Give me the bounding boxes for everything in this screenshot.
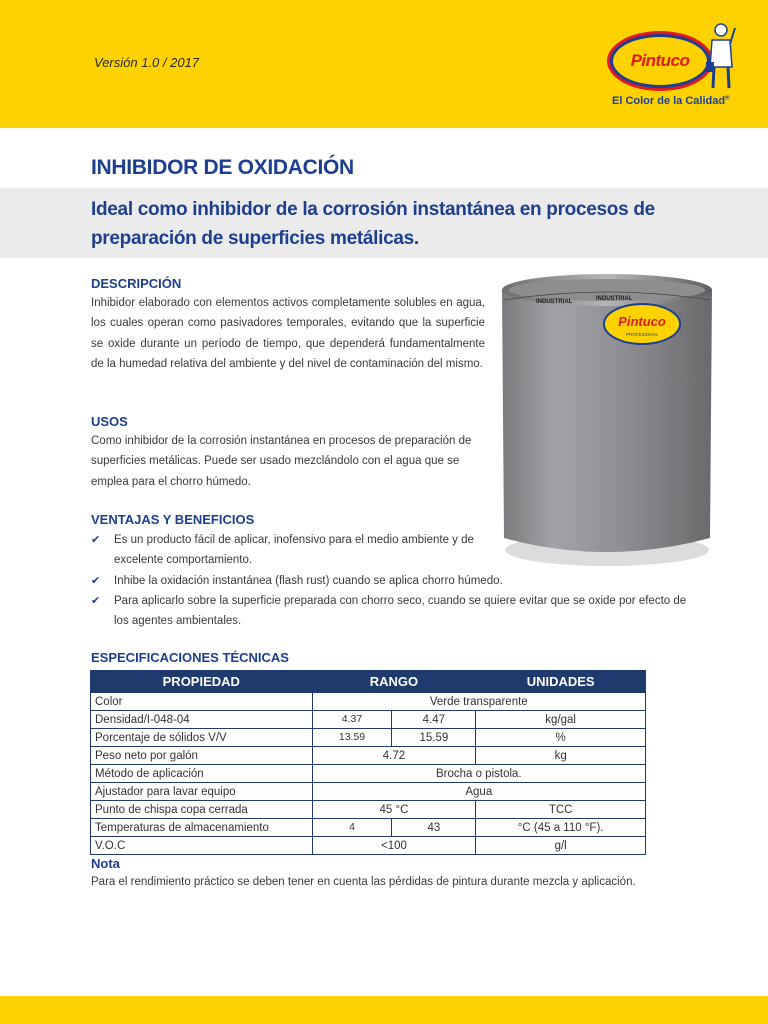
unit-cell: °C (45 a 110 °F). bbox=[476, 819, 646, 837]
unit-cell: TCC bbox=[476, 801, 646, 819]
footer-band bbox=[0, 996, 768, 1024]
min-cell: 13.59 bbox=[312, 729, 392, 747]
usos-text: Como inhibidor de la corrosión instantánea en procesos de preparación de superficies metálicas. Puede ser usado mezclándolo con el agua que se emplea para el chorro húmedo. bbox=[91, 435, 472, 488]
prop-cell: Porcentaje de sólidos V/V bbox=[91, 729, 313, 747]
prop-cell: Peso neto por galón bbox=[91, 747, 313, 765]
min-cell: 4 bbox=[312, 819, 392, 837]
table-row bbox=[91, 783, 646, 801]
check-icon: ✔ bbox=[91, 594, 101, 607]
prop-cell: Método de aplicación bbox=[91, 765, 313, 783]
prop-cell: Punto de chispa copa cerrada bbox=[91, 801, 313, 819]
table-header-row bbox=[91, 671, 646, 693]
unit-cell: kg bbox=[476, 747, 646, 765]
list-item: ✔ Para aplicarlo sobre la superficie preparada con chorro seco, cuando se quiere evitar que se oxide por efecto de los agentes ambientales. bbox=[91, 591, 691, 632]
tagline: El Color de la Calidad® bbox=[612, 95, 730, 107]
max-cell: 15.59 bbox=[392, 729, 476, 747]
nota-text: Para el rendimiento práctico se deben tener en cuenta las pérdidas de pintura durante mezcla y aplicación. bbox=[91, 876, 636, 888]
page-subtitle: Ideal como inhibidor de la corrosión instantánea en procesos de preparación de superficies metálicas. bbox=[91, 199, 655, 249]
table-row bbox=[91, 711, 646, 729]
range-cell: 4.72 bbox=[312, 747, 476, 765]
check-icon: ✔ bbox=[91, 534, 101, 546]
column-header: RANGO bbox=[312, 671, 476, 693]
table-row bbox=[91, 819, 646, 837]
range-cell: Agua bbox=[312, 783, 645, 801]
prop-cell: Temperaturas de almacenamiento bbox=[91, 819, 313, 837]
can-band-text-1: INDUSTRIAL bbox=[536, 299, 573, 305]
especificaciones-heading: ESPECIFICACIONES TÉCNICAS bbox=[91, 650, 289, 665]
ventajas-list bbox=[91, 530, 691, 631]
table-row bbox=[91, 837, 646, 855]
prop-cell: Color bbox=[91, 693, 313, 711]
table-row bbox=[91, 765, 646, 783]
specs-table bbox=[90, 670, 646, 855]
prop-cell: Ajustador para lavar equipo bbox=[91, 783, 313, 801]
unit-cell: % bbox=[476, 729, 646, 747]
can-logo-text: Pintuco bbox=[618, 314, 666, 329]
product-can-image bbox=[496, 270, 718, 570]
check-icon: ✔ bbox=[91, 574, 101, 587]
ventajas-heading: VENTAJAS Y BENEFICIOS bbox=[91, 512, 255, 527]
max-cell: 4.47 bbox=[392, 711, 476, 729]
descripcion-heading: DESCRIPCIÓN bbox=[91, 276, 182, 291]
range-cell: Verde transparente bbox=[312, 693, 645, 711]
nota-heading: Nota bbox=[91, 856, 120, 871]
painter-mascot-icon bbox=[706, 22, 736, 92]
version-label: Versión 1.0 / 2017 bbox=[94, 55, 200, 70]
usos-heading: USOS bbox=[91, 414, 128, 429]
prop-cell: V.O.C bbox=[91, 837, 313, 855]
table-row bbox=[91, 747, 646, 765]
unit-cell: kg/gal bbox=[476, 711, 646, 729]
column-header: PROPIEDAD bbox=[91, 671, 313, 693]
logo-oval bbox=[610, 34, 710, 88]
pintuco-logo bbox=[598, 22, 748, 122]
unit-cell: g/l bbox=[476, 837, 646, 855]
max-cell: 43 bbox=[392, 819, 476, 837]
prop-cell: Densidad/I-048-04 bbox=[91, 711, 313, 729]
range-cell: 45 °C bbox=[312, 801, 476, 819]
can-logo-sub: PROFESIONAL bbox=[625, 332, 659, 337]
logo-text: Pintuco bbox=[630, 51, 690, 70]
page-title: INHIBIDOR DE OXIDACIÓN bbox=[91, 156, 354, 179]
table-row bbox=[91, 801, 646, 819]
list-item: ✔ Inhibe la oxidación instantánea (flash rust) cuando se aplica chorro húmedo. bbox=[91, 571, 691, 591]
column-header: UNIDADES bbox=[476, 671, 646, 693]
can-band-text-2: INDUSTRIAL bbox=[596, 296, 633, 302]
table-row bbox=[91, 729, 646, 747]
range-cell: <100 bbox=[312, 837, 476, 855]
min-cell: 4.37 bbox=[312, 711, 392, 729]
table-row bbox=[91, 693, 646, 711]
descripcion-text: Inhibidor elaborado con elementos activos completamente solubles en agua, los cuales operan como pasivadores temporales, evitando que la superficie se oxide durante un período de tiempo, que dependerá fundamentalmente de la humedad relativa del ambiente y del nivel de contaminación del mismo. bbox=[91, 297, 485, 370]
list-item: ✔ Es un producto fácil de aplicar, inofensivo para el medio ambiente y de excelente comportamiento. bbox=[91, 530, 486, 571]
range-cell: Brocha o pistola. bbox=[312, 765, 645, 783]
